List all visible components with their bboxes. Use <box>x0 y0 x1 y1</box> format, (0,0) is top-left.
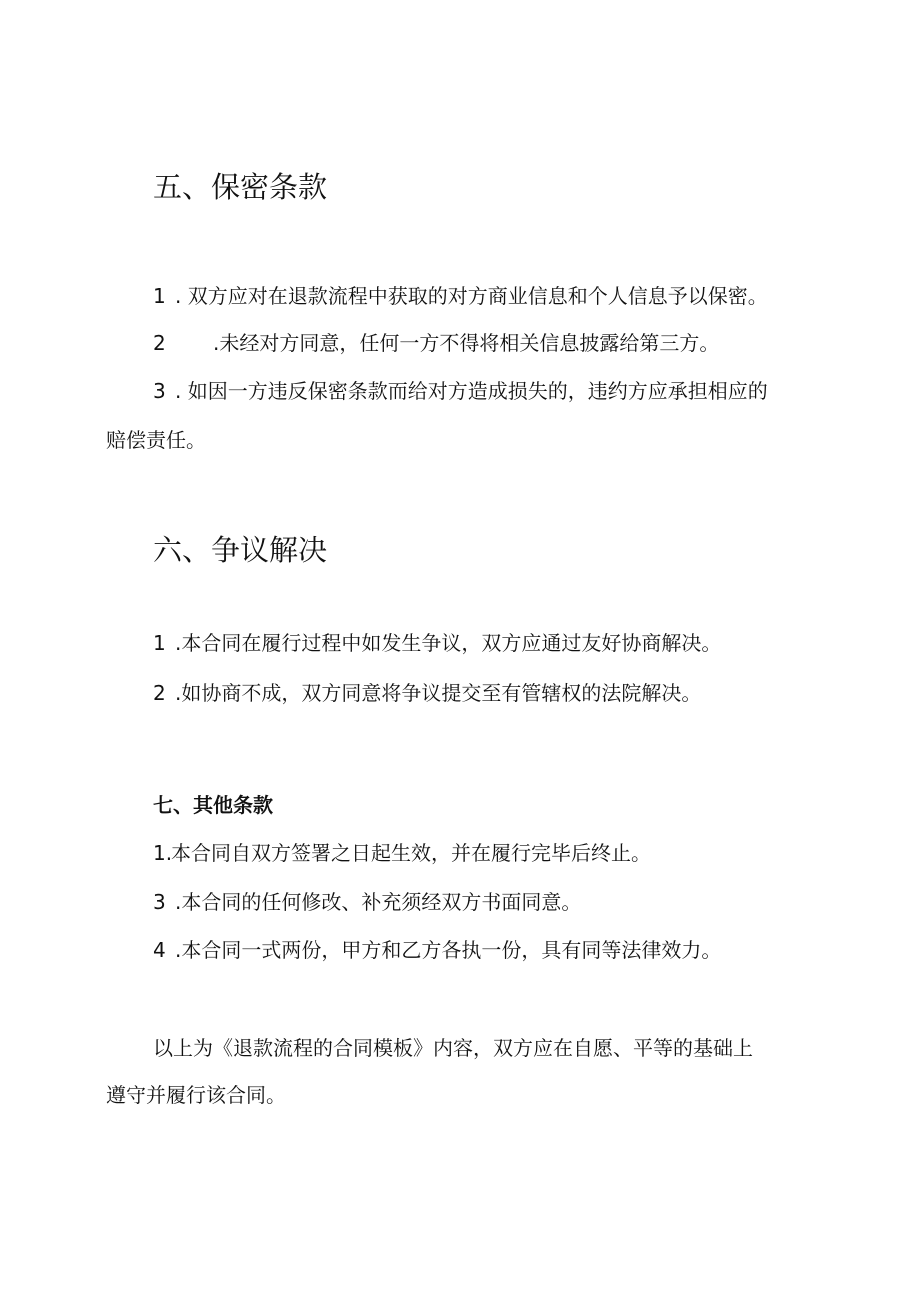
clause-text: .本合同一式两份，甲方和乙方各执一份，具有同等法律效力。 <box>175 938 722 962</box>
section-7-title: 七、其他条款 <box>153 793 273 817</box>
closing-paragraph-line-1: 以上为《退款流程的合同模板》内容，双方应在自愿、平等的基础上 <box>153 1036 753 1060</box>
clause-5-2 <box>153 333 719 353</box>
clause-6-2 <box>153 683 701 703</box>
clause-number: 2 <box>153 331 166 355</box>
clause-number: 3 <box>153 379 166 403</box>
clause-number: 1 <box>153 631 166 655</box>
clause-text: .未经对方同意，任何一方不得将相关信息披露给第三方。 <box>213 331 720 355</box>
clause-7-4 <box>153 940 721 960</box>
clause-5-3 <box>153 381 768 401</box>
clause-text: .本合同的任何修改、补充须经双方书面同意。 <box>175 890 582 914</box>
clause-text: . 如因一方违反保密条款而给对方造成损失的，违约方应承担相应的 <box>175 379 768 403</box>
clause-text: .本合同在履行过程中如发生争议，双方应通过友好协商解决。 <box>175 631 722 655</box>
clause-text: . 双方应对在退款流程中获取的对方商业信息和个人信息予以保密。 <box>175 284 768 308</box>
clause-number: 1 <box>153 284 166 308</box>
clause-number: 3 <box>153 890 166 914</box>
section-6-title: 六、争议解决 <box>153 533 328 567</box>
clause-number: 4 <box>153 938 166 962</box>
clause-5-3-continuation: 赔偿责任。 <box>106 428 206 452</box>
clause-text: 本合同自双方签署之日起生效，并在履行完毕后终止。 <box>171 841 651 865</box>
clause-5-1 <box>153 286 768 306</box>
clause-text: .如协商不成，双方同意将争议提交至有管辖权的法院解决。 <box>175 681 702 705</box>
clause-6-1 <box>153 633 721 653</box>
closing-paragraph-line-2: 遵守并履行该合同。 <box>106 1083 286 1107</box>
section-5-title: 五、保密条款 <box>153 170 328 204</box>
clause-7-1: 1.本合同自双方签署之日起生效，并在履行完毕后终止。 <box>153 841 651 865</box>
clause-number: 2 <box>153 681 166 705</box>
clause-7-3 <box>153 892 581 912</box>
